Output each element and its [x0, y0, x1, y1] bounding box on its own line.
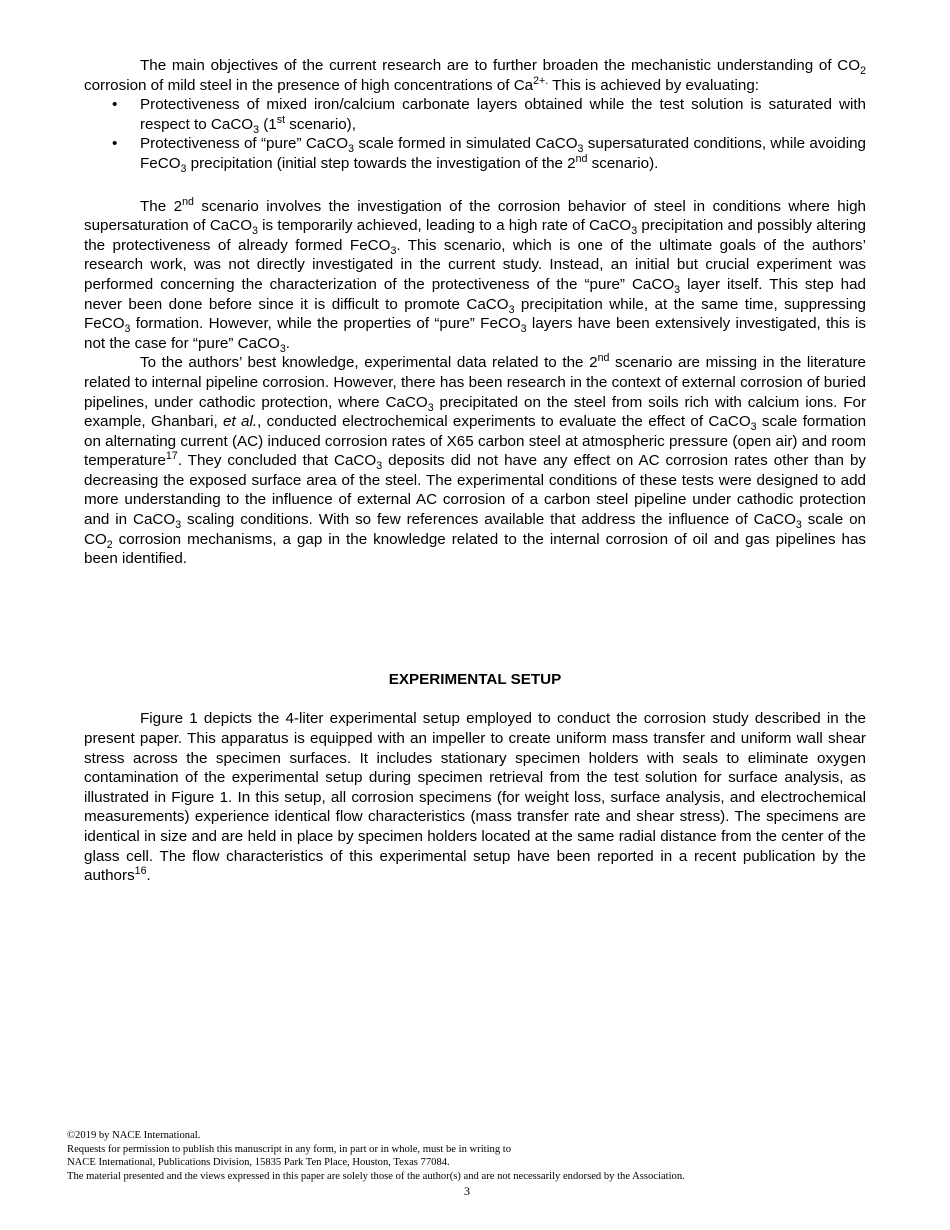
footer-copyright: ©2019 by NACE International. — [67, 1130, 201, 1141]
subscript: 2 — [106, 538, 113, 551]
text-run: . They concluded that CaCO — [177, 452, 377, 470]
text-run: The 2 — [140, 197, 183, 215]
section-heading: EXPERIMENTAL SETUP — [388, 670, 562, 688]
text-run: To the authors’ best knowledge, experimental data related to the 2 — [140, 354, 598, 372]
subscript: 3 — [427, 401, 434, 414]
subscript: 3 — [252, 225, 258, 238]
subscript: 3 — [279, 342, 286, 355]
subscript: 3 — [520, 323, 527, 336]
list-item — [84, 95, 866, 134]
text-run: deposits did not have any effect on AC corrosion rates other than by decreasing the exposed surface area of the steel. The experimental conditions of these tests were designed to add more understanding to the influence of external AC corrosion of a carbon steel pipeline under cathodic protection and in CaCO — [84, 452, 866, 529]
text-run: scale formation on alternating current (AC) induced corrosion rates of X65 carbon steel at atmospheric pressure (open air) and room temperature — [84, 413, 867, 470]
subscript: 2 — [860, 65, 866, 78]
text-run: Protectiveness of mixed iron/calcium carbonate layers obtained while the test solution is saturated with respect to CaCO — [140, 96, 866, 133]
text-run: corrosion mechanisms, a gap in the knowledge related to the internal corrosion of oil and gas pipelines has been identified. — [84, 530, 866, 568]
intro-paragraph-literature — [84, 353, 866, 569]
subscript: 3 — [631, 225, 638, 238]
text-run: formation. However, while the properties of “pure” FeCO — [130, 315, 521, 333]
superscript: 16 — [134, 865, 147, 878]
text-run: precipitation while, at the same time, suppressing FeCO — [84, 295, 866, 333]
text-run: supersaturated conditions, while avoiding FeCO — [140, 135, 866, 172]
text-run: . — [285, 334, 290, 352]
superscript: 2+. — [533, 74, 549, 87]
text-run: Protectiveness of “pure” CaCO — [140, 135, 349, 153]
text-run: This is achieved by evaluating: — [548, 76, 759, 94]
text-run: scenario), — [285, 115, 356, 133]
text-run: corrosion of mild steel in the presence of high concentrations of Ca — [84, 76, 534, 94]
superscript: st — [276, 113, 286, 126]
text-run: . — [146, 867, 151, 885]
subscript: 3 — [390, 244, 397, 257]
subscript: 3 — [674, 283, 681, 296]
superscript: nd — [597, 352, 610, 365]
document-body — [84, 56, 866, 886]
text-run: scale on CO — [84, 511, 867, 548]
text-run: The main objectives of the current research are to further broaden the mechanistic understanding of CO — [140, 57, 861, 74]
subscript: 3 — [124, 323, 131, 336]
superscript: 17 — [165, 450, 178, 463]
setup-paragraph — [84, 709, 866, 885]
text-run: precipitation (initial step towards the investigation of the 2 — [186, 154, 576, 172]
text-run: . This scenario, which is one of the ultimate goals of the authors’ research work, was not directly investigated in the current study. Instead, an initial but crucial experiment was performed concerning the characterization of the protectiveness of the “pure” CaCO — [84, 236, 867, 293]
page-number: 3 — [464, 1184, 470, 1199]
text-run: scenario involves the investigation of the corrosion behavior of steel in conditions where high supersaturation of CaCO — [84, 197, 866, 235]
text-run: , conducted electrochemical experiments to evaluate the effect of CaCO — [257, 413, 751, 431]
list-item — [84, 134, 866, 173]
text-run: scaling conditions. With so few references available that address the influence of CaCO — [181, 511, 796, 529]
text-run: scale formed in simulated CaCO — [353, 135, 578, 153]
intro-paragraph-second-scenario — [84, 197, 866, 354]
subscript: 3 — [376, 460, 383, 473]
text-run: layers have been extensively investigated, this is not the case for “pure” CaCO — [84, 315, 866, 352]
bullet-icon: • — [112, 96, 118, 114]
subscript: 3 — [180, 163, 187, 175]
footer-permission: Requests for permission to publish this manuscript in any form, in part or in whole, must be in writing to — [67, 1143, 512, 1155]
text-run: scenario). — [587, 154, 659, 172]
subscript: 3 — [175, 519, 182, 532]
footer-address: NACE International, Publications Division, 15835 Park Ten Place, Houston, Texas 77084. — [67, 1157, 450, 1169]
page-footer — [67, 1129, 867, 1199]
subscript: 3 — [577, 143, 584, 156]
bullet-icon: • — [112, 135, 118, 153]
subscript: 3 — [508, 303, 515, 316]
text-run: scenario are missing in the literature related to internal pipeline corrosion. However, there has been research in the context of external corrosion of buried pipelines, under cathodic protection, where CaCO — [84, 354, 866, 411]
subscript: 3 — [348, 143, 354, 156]
text-run: layer itself. This step had never been done before since it is difficult to promote CaCO — [84, 275, 866, 313]
text-run: precipitation and possibly altering the protectiveness of already formed FeCO — [84, 217, 867, 254]
subscript: 3 — [253, 123, 260, 136]
text-run: is temporarily achieved, leading to a high rate of CaCO — [257, 217, 632, 235]
text-run: Figure 1 depicts the 4-liter experimental setup employed to conduct the corrosion study described in the present paper. This apparatus is equipped with an impeller to create uniform mass transfer and uniform wall shear stress across the specimen surfaces. It includes stationary specimen holders with seals to eliminate oxygen contamination of the experimental setup during specimen retrieval from the test solution for surface analysis, as illustrated in Figure 1. In this setup, all corrosion specimens (for weight loss, surface analysis, and electrochemical measurements) experience identical flow characteristics (mass transfer rate and shear stress). The specimens are identical in size and are held in place by specimen holders located at the same radial distance from the center of the glass cell. The flow characteristics of this experimental setup have been reported in a recent publication by the authors — [84, 710, 866, 885]
italic-text: et al. — [223, 413, 258, 431]
objectives-list — [84, 95, 866, 173]
footer-disclaimer: The material presented and the views expressed in this paper are solely those of the author(s) and are not necessarily endorsed by the Association. — [67, 1170, 685, 1182]
subscript: 3 — [795, 519, 802, 532]
subscript: 3 — [750, 421, 757, 434]
superscript: nd — [182, 195, 194, 208]
superscript: nd — [575, 152, 588, 165]
intro-paragraph-objectives — [84, 56, 866, 95]
text-run: precipitated on the steel from soils rich with calcium ions. For example, Ghanbari, — [84, 393, 867, 431]
text-run: (1 — [259, 115, 277, 133]
